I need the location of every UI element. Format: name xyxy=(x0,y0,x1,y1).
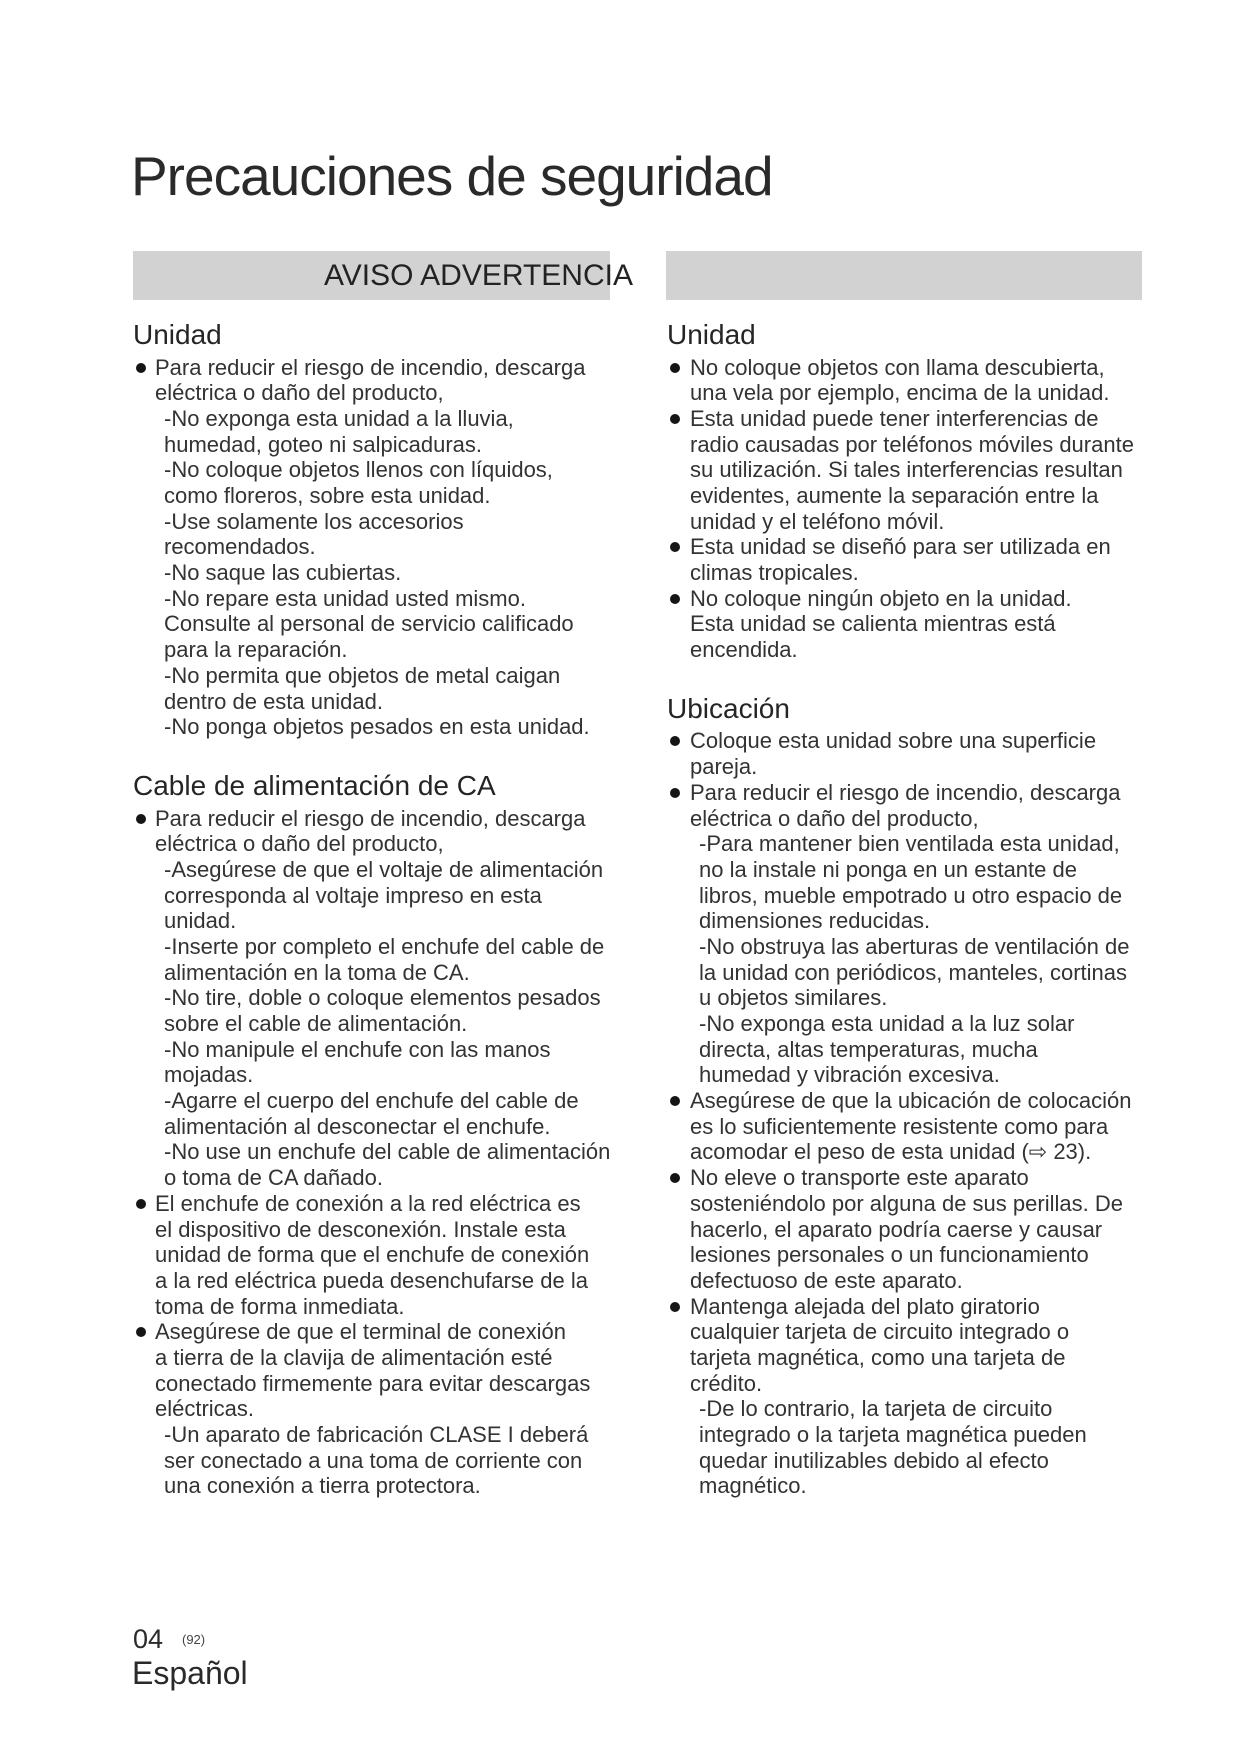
bullet-item xyxy=(667,534,1187,585)
page-reference: (92) xyxy=(182,1632,206,1647)
sub-text-line: la unidad con periódicos, manteles, cortinas xyxy=(699,959,1128,985)
bullet-item xyxy=(667,728,1187,779)
sub-text-line: sobre el cable de alimentación. xyxy=(164,1011,468,1036)
sub-text-line: unidad. xyxy=(164,908,237,934)
sub-text-line: magnético. xyxy=(699,1473,807,1499)
bullet-item xyxy=(667,1294,1187,1500)
bullet-item xyxy=(667,355,1187,406)
bullet-dot-icon xyxy=(670,414,680,424)
sub-text-line: -Use solamente los accesorios xyxy=(164,508,464,534)
text-line: su utilización. Si tales interferencias resultan xyxy=(690,457,1123,483)
bullet-dot-icon xyxy=(670,594,680,604)
bullet-item xyxy=(133,355,638,740)
sub-text-line: una conexión a tierra protectora. xyxy=(164,1473,481,1499)
sub-text-line: humedad y vibración excesiva. xyxy=(699,1062,1000,1088)
page-title: Precauciones de seguridad xyxy=(131,145,773,207)
bullet-item xyxy=(667,780,1187,1088)
sub-text-line: -No exponga esta unidad a la lluvia, xyxy=(164,405,514,431)
bullet-dot-icon xyxy=(670,1302,680,1312)
sub-text-line: libros, mueble empotrado u otro espacio de xyxy=(699,882,1123,908)
text-line: tarjeta magnética, como una tarjeta de xyxy=(690,1344,1066,1370)
sub-text-line: -No manipule el enchufe con las manos xyxy=(164,1036,551,1062)
bullet-item xyxy=(667,1165,1187,1293)
bullet-item xyxy=(667,586,1187,663)
sub-text-line: -No coloque objetos llenos con líquidos, xyxy=(164,457,553,483)
bullet-dot-icon xyxy=(670,1173,680,1183)
sub-text-line: directa, altas temperaturas, mucha xyxy=(699,1036,1038,1062)
bullet-dot-icon xyxy=(670,1096,680,1106)
text-line: Coloque esta unidad sobre una superficie xyxy=(690,728,1097,754)
sub-text-line: mojadas. xyxy=(164,1062,254,1088)
sub-text-line: dimensiones reducidas. xyxy=(699,908,931,934)
bullet-item xyxy=(667,1088,1187,1165)
bullet-dot-icon xyxy=(136,814,146,824)
text-line: No eleve o transporte este aparato xyxy=(690,1165,1029,1191)
warning-banner-label: AVISO ADVERTENCIA xyxy=(324,259,633,292)
bullet-item xyxy=(133,1319,638,1499)
bullet-item xyxy=(667,406,1187,534)
text-line: cualquier tarjeta de circuito integrado o xyxy=(690,1319,1070,1345)
text-line: una vela por ejemplo, encima de la unidad. xyxy=(690,380,1110,406)
sub-text-line: -No ponga objetos pesados en esta unidad. xyxy=(164,714,590,740)
text-line: toma de forma inmediata. xyxy=(155,1293,405,1319)
sub-text-line: -No use un enchufe del cable de alimentación xyxy=(164,1139,611,1165)
sub-text-line: ser conectado a una toma de corriente con xyxy=(164,1447,583,1473)
sub-text-line: como floreros, sobre esta unidad. xyxy=(164,483,491,509)
text-line: eléctricas. xyxy=(155,1396,255,1422)
text-line: unidad y el teléfono móvil. xyxy=(690,508,945,534)
safety-section xyxy=(133,315,638,740)
text-line: hacerlo, el aparato podría caerse y causar xyxy=(690,1216,1103,1242)
sub-text-line: -Inserte por completo el enchufe del cable de xyxy=(164,933,605,959)
sub-text-line: alimentación en la toma de CA. xyxy=(164,959,470,985)
bullet-dot-icon xyxy=(670,788,680,798)
bullet-dot-icon xyxy=(670,736,680,746)
section-heading: Unidad xyxy=(667,319,756,350)
text-line: Para reducir el riesgo de incendio, descarga xyxy=(155,354,586,380)
page-number: 04 xyxy=(133,1624,164,1654)
text-line: es lo suficientemente resistente como para xyxy=(690,1113,1109,1139)
text-line: a tierra de la clavija de alimentación esté xyxy=(155,1344,553,1370)
text-line: evidentes, aumente la separación entre la xyxy=(690,483,1099,509)
sub-text-line: -No repare esta unidad usted mismo. xyxy=(164,585,526,611)
sub-text-line: -De lo contrario, la tarjeta de circuito xyxy=(699,1396,1053,1422)
text-line: Esta unidad se calienta mientras está xyxy=(690,611,1056,637)
right-column xyxy=(667,315,1187,1499)
text-line: unidad de forma que el enchufe de conexión xyxy=(155,1242,590,1268)
sub-text-line: recomendados. xyxy=(164,534,316,560)
text-line: acomodar el peso de esta unidad (⇨ 23). xyxy=(690,1139,1092,1165)
sub-text-line: u objetos similares. xyxy=(699,985,888,1011)
text-line: defectuoso de este aparato. xyxy=(690,1267,963,1293)
text-line: eléctrica o daño del producto, xyxy=(155,831,444,857)
section-heading: Ubicación xyxy=(667,692,790,724)
section-heading: Cable de alimentación de CA xyxy=(133,769,496,801)
text-line: Asegúrese de que el terminal de conexión xyxy=(155,1319,566,1345)
text-line: lesiones personales o un funcionamiento xyxy=(690,1242,1089,1268)
sub-text-line: o toma de CA dañado. xyxy=(164,1165,383,1191)
sub-text-line: Consulte al personal de servicio calificado xyxy=(164,611,574,637)
text-line: Para reducir el riesgo de incendio, descarga xyxy=(690,779,1121,805)
sub-text-line: no la instale ni ponga en un estante de xyxy=(699,856,1077,882)
sub-text-line: -Asegúrese de que el voltaje de alimentación xyxy=(164,856,604,882)
text-line: Esta unidad puede tener interferencias de xyxy=(690,405,1099,431)
sub-text-line: -Agarre el cuerpo del enchufe del cable de xyxy=(164,1088,579,1114)
text-line: Asegúrese de que la ubicación de colocación xyxy=(690,1088,1132,1114)
language-label: Español xyxy=(132,1655,248,1691)
sub-text-line: -No permita que objetos de metal caigan xyxy=(164,662,561,688)
sub-text-line: alimentación al desconectar el enchufe. xyxy=(164,1113,551,1139)
text-line: No coloque ningún objeto en la unidad. xyxy=(690,585,1072,611)
sub-text-line: para la reparación. xyxy=(164,637,348,663)
text-line: radio causadas por teléfonos móviles durante xyxy=(690,431,1134,457)
bullet-item xyxy=(133,806,638,1191)
sub-text-line: -Un aparato de fabricación CLASE I deberá xyxy=(164,1422,589,1447)
text-line: eléctrica o daño del producto, xyxy=(690,805,979,831)
text-line: Para reducir el riesgo de incendio, descarga xyxy=(155,805,586,831)
text-line: conectado firmemente para evitar descargas xyxy=(155,1370,591,1396)
text-line: No coloque objetos con llama descubierta, xyxy=(690,354,1105,380)
sub-text-line: -No obstruya las aberturas de ventilación de xyxy=(699,933,1130,959)
section-heading: Unidad xyxy=(133,319,222,350)
text-line: crédito. xyxy=(690,1370,763,1396)
safety-section xyxy=(667,315,1187,663)
sub-text-line: -Para mantener bien ventilada esta unidad, xyxy=(699,831,1120,857)
sub-text-line: -No exponga esta unidad a la luz solar xyxy=(699,1011,1075,1036)
text-line: sosteniéndolo por alguna de sus perillas. De xyxy=(690,1190,1123,1216)
bullet-dot-icon xyxy=(136,1199,146,1209)
text-line: pareja. xyxy=(690,754,758,780)
text-line: encendida. xyxy=(690,637,798,663)
text-line: climas tropicales. xyxy=(690,560,859,586)
sub-text-line: -No tire, doble o coloque elementos pesados xyxy=(164,985,601,1011)
text-line: a la red eléctrica pueda desenchufarse de la xyxy=(155,1267,588,1293)
bullet-dot-icon xyxy=(136,1327,146,1337)
sub-text-line: -No saque las cubiertas. xyxy=(164,560,402,586)
bullet-item xyxy=(133,1191,638,1319)
bullet-dot-icon xyxy=(670,542,680,552)
bullet-dot-icon xyxy=(136,363,146,373)
sub-text-line: dentro de esta unidad. xyxy=(164,688,383,714)
text-line: El enchufe de conexión a la red eléctrica es xyxy=(155,1190,581,1216)
warning-banner-right xyxy=(666,251,1142,300)
bullet-dot-icon xyxy=(670,363,680,373)
sub-text-line: humedad, goteo ni salpicaduras. xyxy=(164,431,482,457)
left-column xyxy=(133,315,638,1499)
safety-section xyxy=(133,766,638,1499)
text-line: Mantenga alejada del plato giratorio xyxy=(690,1293,1040,1319)
sub-text-line: quedar inutilizables debido al efecto xyxy=(699,1447,1049,1473)
safety-section xyxy=(667,689,1187,1499)
sub-text-line: corresponda al voltaje impreso en esta xyxy=(164,882,542,908)
text-line: Esta unidad se diseñó para ser utilizada en xyxy=(690,534,1111,560)
sub-text-line: integrado o la tarjeta magnética pueden xyxy=(699,1422,1087,1447)
text-line: eléctrica o daño del producto, xyxy=(155,380,444,406)
text-line: el dispositivo de desconexión. Instale esta xyxy=(155,1216,566,1242)
